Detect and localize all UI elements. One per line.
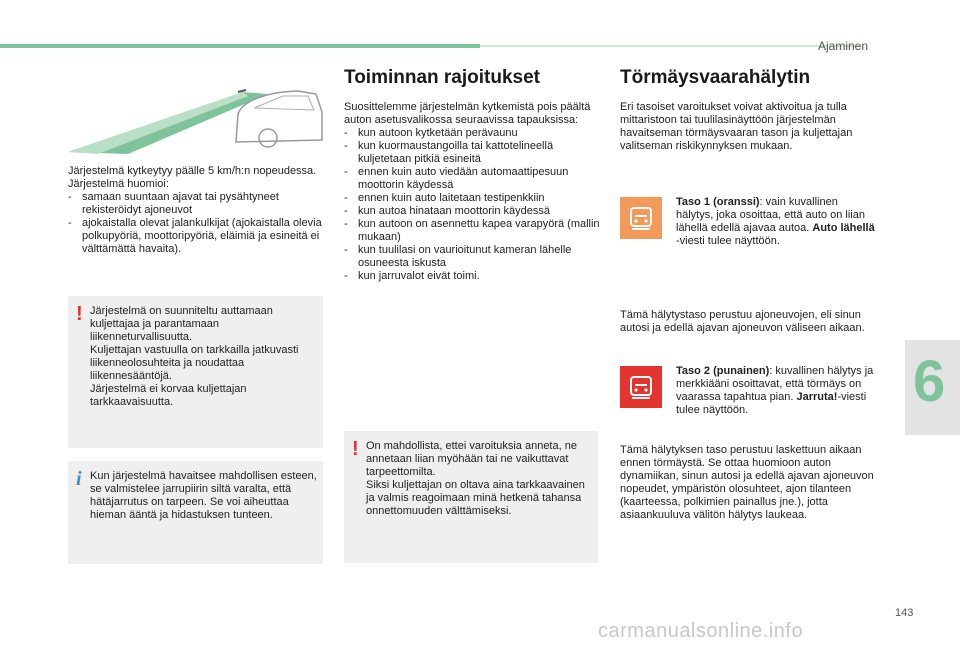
list-item: - samaan suuntaan ajavat tai pysähtyneet rekisteröidyt ajoneuvot <box>68 191 279 216</box>
warning-note-text: Järjestelmä on suunniteltu auttamaan kuljettajaa ja parantamaan liikenneturvallisuutta. Kuljettajan vastuulla on tarkkailla jatkuvasti liikenneolosuhteita ja noudattaa liikennesääntöjä. Järjestelmä ei korvaa kuljettajan tarkkaavaisuutta. <box>90 305 299 408</box>
list-item: - kun autoon on asennettu kapea varapyörä (mallin mukaan) <box>344 218 600 243</box>
middle-intro: Suosittelemme järjestelmän kytkemistä pois päältä auton asetusvalikossa seuraavissa tapauksissa: <box>344 101 591 126</box>
watermark: carmanualsonline.info <box>598 620 804 642</box>
chapter-title: Ajaminen <box>818 39 869 53</box>
level2-label: Taso 2 (punainen) <box>676 365 770 377</box>
level1-basis: Tämä hälytystaso perustuu ajoneuvojen, eli sinun autosi ja edellä ajavan ajoneuvon väliseen aikaan. <box>620 309 865 334</box>
info-mark-icon: i <box>76 468 82 490</box>
warning-note-middle <box>344 431 598 563</box>
list-item: - kun kuormaustangoilla tai kattotelineellä kuljetetaan pitkiä esineitä <box>344 140 554 165</box>
info-note-left <box>68 461 323 564</box>
list-item: - kun autoa hinataan moottorin käydessä <box>344 205 551 217</box>
list-item: - kun autoon kytketään perävaunu <box>344 127 518 139</box>
car-detection-illustration <box>68 82 324 154</box>
right-column <box>620 67 876 153</box>
level2-alert-suffix: -viesti tulee näyttöön. <box>676 391 867 416</box>
level1-description <box>676 196 876 248</box>
level2-description <box>676 365 876 417</box>
list-item: - ennen kuin auto viedään automaattipesuun moottorin käydessä <box>344 166 569 191</box>
collision-alert-icon <box>620 366 662 408</box>
warning-note-text: On mahdollista, ettei varoituksia anneta, ne annetaan liian myöhään tai ne vaikuttavat tarpeettomilta. Siksi kuljettajan on oltava aina tarkkaavainen ja valmis reagoimaan minä hetkenä tahansa onnettomuuden välttämiseksi. <box>366 440 585 517</box>
list-item: - kun jarruvalot eivät toimi. <box>344 270 480 282</box>
level1-text: : vain kuvallinen hälytys, joka osoittaa, että auto on liian lähellä edellä ajavaa autoa. <box>676 196 865 234</box>
chapter-number: 6 <box>913 349 946 414</box>
level2-basis: Tämä hälytyksen taso perustuu laskettuun aikaan ennen törmäystä. Se ottaa huomioon auton dynamiikan, sinun autosi ja edellä ajavan ajoneuvon nopeudet, ympäristön olosuhteet, ajon tilanteen (kaarteessa, polkimien painallus jne.), jotta asiaankuuluva välitön hälytys laukeaa. <box>620 444 874 521</box>
header-accent-line <box>480 45 860 47</box>
section-title-limitations: Toiminnan rajoitukset <box>344 67 541 88</box>
list-item: - kun tuulilasi on vaurioitunut kameran lähelle osuneesta iskusta <box>344 244 572 269</box>
warning-mark-icon: ! <box>352 438 359 460</box>
header-accent-bar <box>0 44 480 48</box>
level1-alert: Auto lähellä <box>812 222 875 234</box>
level1-label: Taso 1 (oranssi) <box>676 196 760 208</box>
left-column <box>68 82 324 256</box>
list-item: - ennen kuin auto laitetaan testipenkkiin <box>344 192 545 204</box>
page-number: 143 <box>895 607 914 619</box>
level2-alert: Jarruta! <box>796 391 838 403</box>
info-note-text: Kun järjestelmä havaitsee mahdollisen esteen, se valmistelee jarrupiirin siltä varalta, että hätäjarrutus on tarpeen. Se voi aiheuttaa hieman ääntä ja hidastuksen tunteen. <box>90 470 317 521</box>
section-title-collision-alert: Törmäysvaarahälytin <box>620 67 811 88</box>
right-intro: Eri tasoiset varoitukset voivat aktivoitua ja tulla mittaristoon tai tuulilasinäyttöön järjestelmän havaitseman törmäysvaaran tason ja kuljettajan valitseman riskikynnyksen mukaan. <box>620 101 853 152</box>
middle-column <box>344 67 600 283</box>
level1-alert-suffix: -viesti tulee näyttöön. <box>676 235 780 247</box>
collision-alert-icon <box>620 197 662 239</box>
warning-mark-icon: ! <box>76 303 83 325</box>
warning-note-left <box>68 296 323 448</box>
left-intro: Järjestelmä kytkeytyy päälle 5 km/h:n nopeudessa. <box>68 165 317 177</box>
level2-text: : kuvallinen hälytys ja merkkiääni osoittavat, että törmäys on vaarassa tapahtua pian. <box>676 365 874 403</box>
list-item: - ajokaistalla olevat jalankulkijat (ajokaistalla olevia polkupyöriä, moottoripyöriä, eläimiä ja esineitä ei välttämättä havaita). <box>68 217 322 255</box>
chapter-side-tab <box>905 340 960 435</box>
left-notice-title: Järjestelmä huomioi: <box>68 178 169 190</box>
